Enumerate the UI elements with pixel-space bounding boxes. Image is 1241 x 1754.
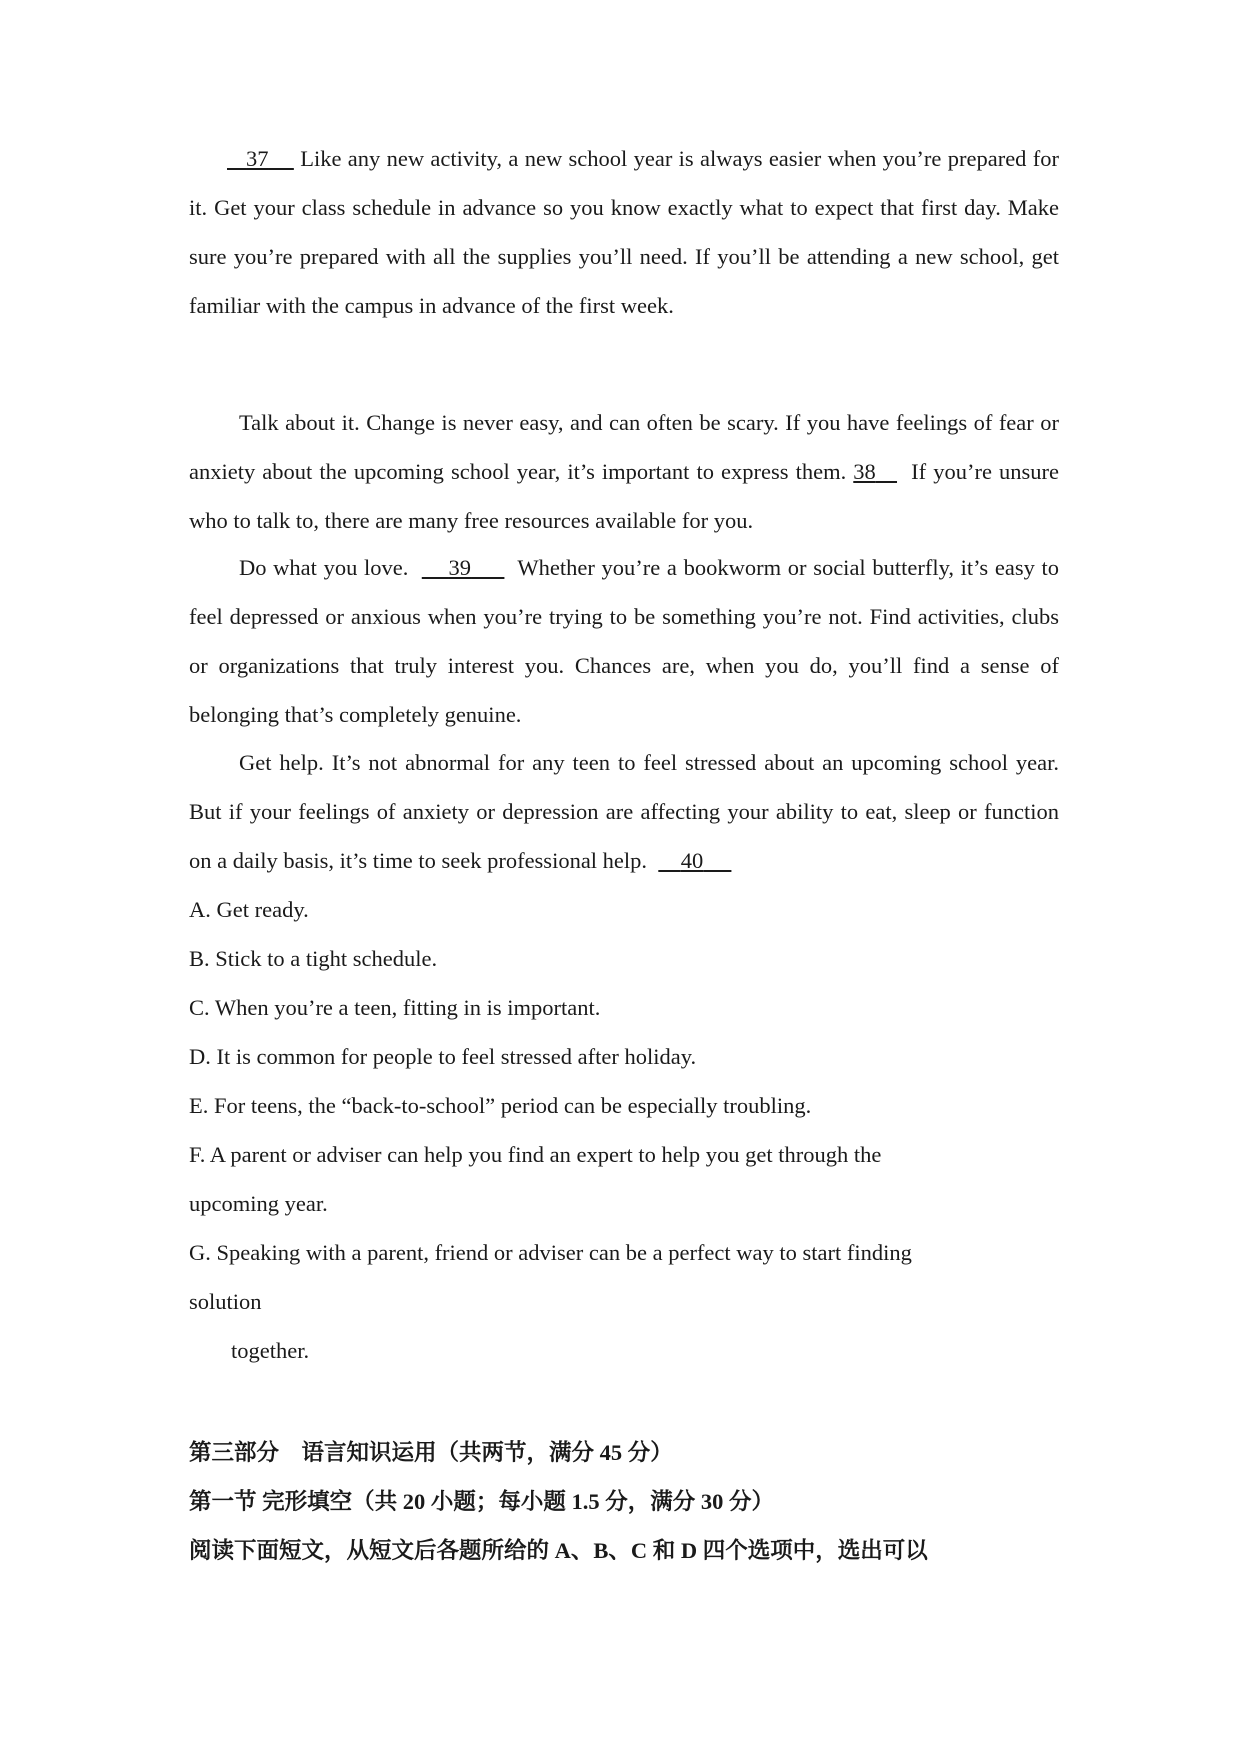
paragraph-39-text: Do what you love. xyxy=(239,555,409,580)
option-d: D. It is common for people to feel stressed after holiday. xyxy=(189,1044,697,1069)
option-a: A. Get ready. xyxy=(189,897,309,922)
paragraph-38-text-after: If you’re unsure who to talk to, there are many free resources available for you. xyxy=(189,459,1060,533)
paragraph-37 xyxy=(189,134,1059,330)
paragraph-39 xyxy=(189,543,1059,739)
instruction-text: 阅读下面短文，从短文后各题所给的 A、B、C 和 D 四个选项中，选出可以 xyxy=(189,1538,928,1563)
part-heading: 第三部分 语言知识运用（共两节，满分 45 分） xyxy=(189,1440,673,1465)
option-c: C. When you’re a teen, fitting in is important. xyxy=(189,995,601,1020)
paragraph-40-text: Get help. It’s not abnormal for any teen to feel stressed about an upcoming school year. But if your feelings of anxiety or depression are affecting your ability to eat, sleep or function on a daily basis, it’s time to seek professional help. xyxy=(189,750,1059,873)
paragraph-38-text: Talk about it. Change is never easy, and can often be scary. If you have feelings of fear or anxiety about the upcoming school year, it’s important to express them. xyxy=(189,410,1059,484)
paragraph-38 xyxy=(189,398,1059,545)
option-g-line3: together. xyxy=(231,1338,310,1363)
blank-39: 39 xyxy=(448,555,472,580)
option-g-line1: G. Speaking with a parent, friend or adviser can be a perfect way to start finding xyxy=(189,1240,912,1265)
blank-40: 40 xyxy=(680,848,704,873)
paragraph-39-text-after: Whether you’re a bookworm or social butterfly, it’s easy to feel depressed or anxious when you’re trying to be something you’re not. Find activities, clubs or organizations that truly interest you. Chances are, when you do, you’ll find a sense of belonging that’s completely genuine. xyxy=(189,555,1060,727)
blank-38: 38 xyxy=(853,459,876,484)
option-e: E. For teens, the “back-to-school” period can be especially troubling. xyxy=(189,1093,812,1118)
paragraph-37-text: Like any new activity, a new school year is always easier when you’re prepared for it. Get your class schedule in advance so you know exactly what to expect that first day. Make sure you’re prepared with all the supplies you’ll need. If you’ll be attending a new school, get familiar with the campus in advance of the first week. xyxy=(189,146,1060,318)
blank-37: 37 xyxy=(246,146,269,171)
paragraph-40 xyxy=(189,738,1059,885)
option-f-line1: F. A parent or adviser can help you find an expert to help you get through the xyxy=(189,1142,882,1167)
option-g-line2: solution xyxy=(189,1289,262,1314)
option-f-line2: upcoming year. xyxy=(189,1191,328,1216)
subsection-heading: 第一节 完形填空（共 20 小题；每小题 1.5 分，满分 30 分） xyxy=(189,1489,775,1514)
option-b: B. Stick to a tight schedule. xyxy=(189,946,438,971)
